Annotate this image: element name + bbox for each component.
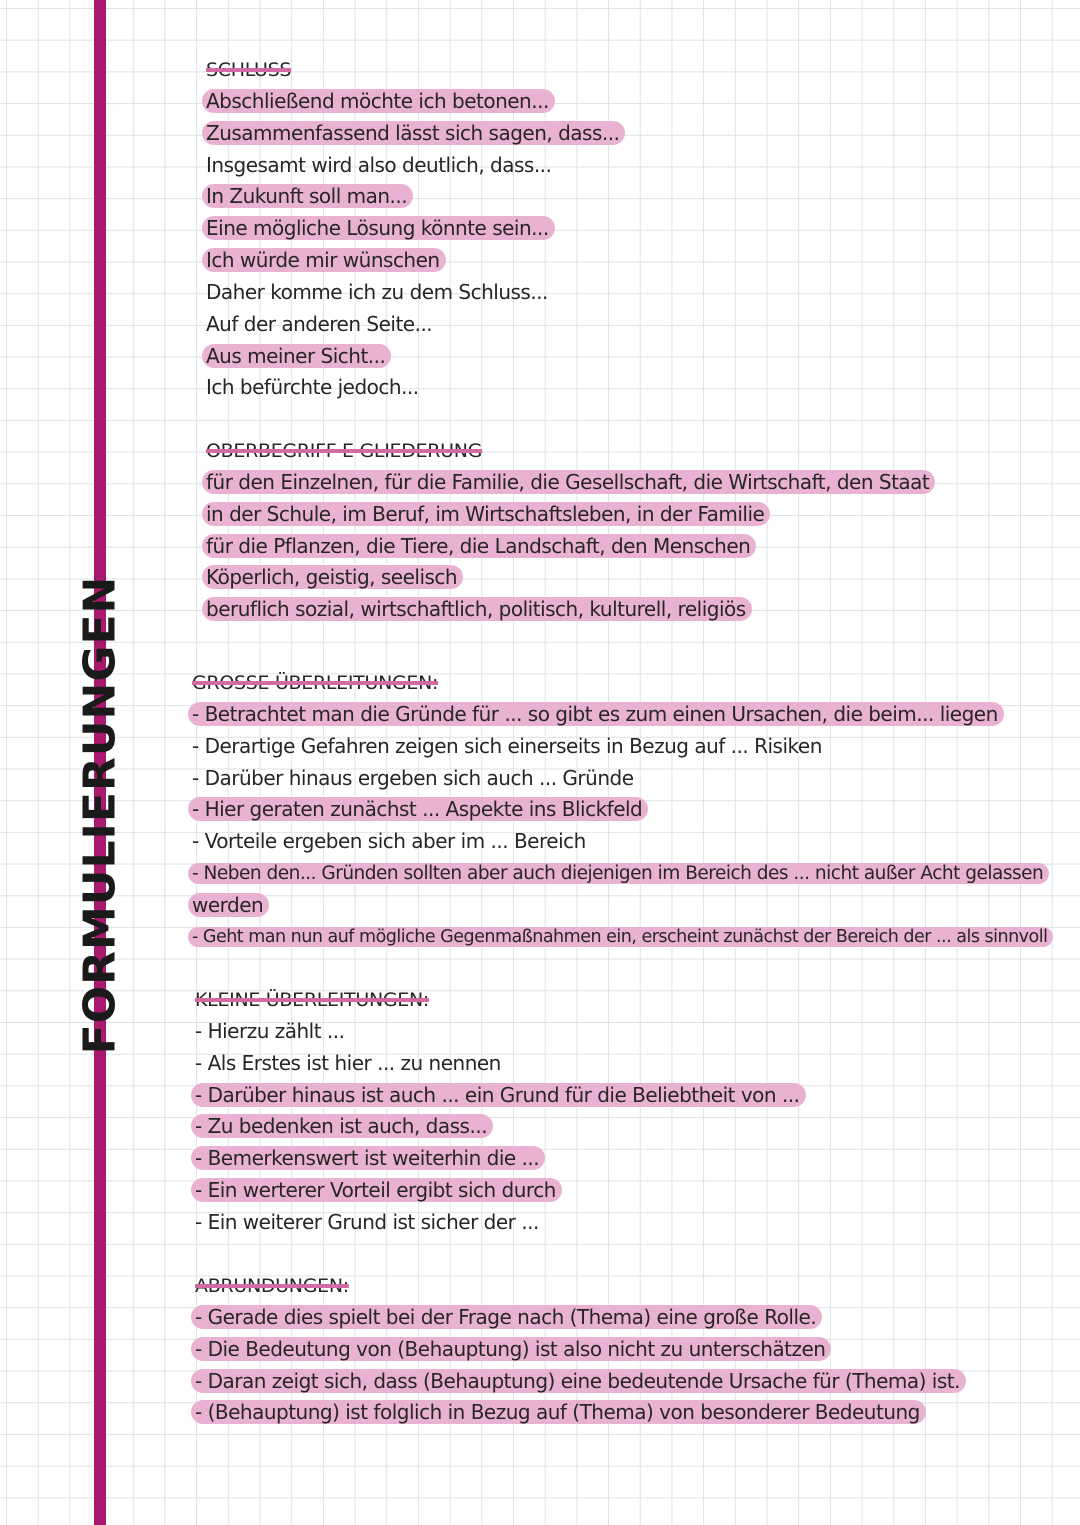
phrase-text: Insgesamt wird also deutlich, dass... — [206, 152, 552, 177]
phrase-line — [206, 341, 625, 373]
phrase-line — [206, 245, 625, 277]
section-oberbegriff-gliederung — [206, 435, 935, 626]
phrase-line — [206, 86, 625, 118]
phrase-line — [192, 794, 1053, 826]
phrase-line — [206, 499, 935, 531]
phrase-line — [195, 1397, 966, 1429]
phrase-line — [206, 531, 935, 563]
phrase-line — [195, 1016, 806, 1048]
section-schluss — [206, 54, 625, 404]
phrase-text: - Darüber hinaus ergeben sich auch ... Gründe — [192, 765, 634, 790]
phrase-line — [206, 213, 625, 245]
phrase-line — [195, 1048, 806, 1080]
phrase-line — [195, 1080, 806, 1112]
phrase-text: beruflich sozial, wirtschaftlich, politisch, kulturell, religiös — [202, 597, 752, 621]
section-heading-text: ABRUNDUNGEN: — [195, 1275, 349, 1297]
phrase-text: - Derartige Gefahren zeigen sich einerseits in Bezug auf ... Risiken — [192, 733, 822, 758]
phrase-line — [206, 562, 935, 594]
phrase-line — [206, 150, 625, 182]
phrase-line — [206, 467, 935, 499]
phrase-text: - Ein werterer Vorteil ergibt sich durch — [191, 1178, 562, 1202]
phrase-text: in der Schule, im Beruf, im Wirtschaftsleben, in der Familie — [202, 502, 770, 526]
phrase-text: - Geht man nun auf mögliche Gegenmaßnahmen ein, erscheint zunächst der Bereich der ... als sinnvoll — [188, 927, 1053, 947]
phrase-line — [195, 1366, 966, 1398]
phrase-text: Köperlich, geistig, seelisch — [202, 565, 463, 589]
phrase-text: - Daran zeigt sich, dass (Behauptung) eine bedeutende Ursache für (Thema) ist. — [191, 1369, 966, 1393]
phrase-line — [192, 731, 1053, 763]
phrase-text: Aus meiner Sicht... — [202, 344, 391, 368]
phrase-text: für die Pflanzen, die Tiere, die Landschaft, den Menschen — [202, 534, 756, 558]
phrase-line — [195, 1207, 806, 1239]
phrase-line — [195, 1175, 806, 1207]
phrase-text: In Zukunft soll man... — [202, 184, 413, 208]
section-heading-text: KLEINE ÜBERLEITUNGEN: — [195, 989, 430, 1011]
phrase-line — [206, 594, 935, 626]
section-heading — [206, 54, 625, 86]
phrase-text: - Betrachtet man die Gründe für ... so gibt es zum einen Ursachen, die beim... liegen — [188, 702, 1004, 726]
phrase-text: - (Behauptung) ist folglich in Bezug auf (Thema) von besonderer Bedeutung — [191, 1400, 926, 1424]
phrase-line — [192, 858, 1053, 890]
phrase-line — [206, 277, 625, 309]
phrase-text: - Zu bedenken ist auch, dass... — [191, 1114, 493, 1138]
section-grosse-ueberleitungen — [192, 667, 1053, 954]
phrase-text: werden — [188, 893, 269, 917]
phrase-text: - Als Erstes ist hier ... zu nennen — [195, 1050, 501, 1075]
phrase-text: - Neben den... Gründen sollten aber auch diejenigen im Bereich des ... nicht außer Acht gelassen — [188, 863, 1049, 884]
phrase-text: Daher komme ich zu dem Schluss... — [206, 279, 548, 304]
phrase-line — [192, 699, 1053, 731]
section-heading — [206, 435, 935, 467]
phrase-text: - Gerade dies spielt bei der Frage nach (Thema) eine große Rolle. — [191, 1305, 822, 1329]
section-kleine-ueberleitungen — [195, 984, 806, 1239]
phrase-line — [206, 372, 625, 404]
phrase-line — [192, 763, 1053, 795]
phrase-line — [195, 1334, 966, 1366]
section-heading-text: GROSSE ÜBERLEITUNGEN: — [192, 672, 439, 694]
section-heading — [195, 1270, 966, 1302]
phrase-line — [195, 1143, 806, 1175]
phrase-text: - Ein weiterer Grund ist sicher der ... — [195, 1209, 539, 1234]
phrase-text: Zusammenfassend lässt sich sagen, dass... — [202, 121, 625, 145]
phrase-text: für den Einzelnen, für die Familie, die Gesellschaft, die Wirtschaft, den Staat — [202, 470, 935, 494]
section-heading-text: SCHLUSS — [206, 59, 292, 81]
phrase-text: Ich würde mir wünschen — [202, 248, 446, 272]
section-abrundungen — [195, 1270, 966, 1429]
phrase-text: - Vorteile ergeben sich aber im ... Bereich — [192, 829, 586, 854]
phrase-text: Ich befürchte jedoch... — [206, 375, 419, 400]
phrase-text: - Bemerkenswert ist weiterhin die ... — [191, 1146, 545, 1170]
phrase-line — [206, 309, 625, 341]
section-heading-text: OBERBEGRIFF E GLIEDERUNG — [206, 440, 483, 462]
phrase-text: - Darüber hinaus ist auch ... ein Grund für die Beliebtheit von ... — [191, 1083, 806, 1107]
section-heading — [195, 984, 806, 1016]
phrase-line — [195, 1111, 806, 1143]
phrase-text: - Hier geraten zunächst ... Aspekte ins Blickfeld — [188, 797, 648, 821]
phrase-text: - Die Bedeutung von (Behauptung) ist also nicht zu unterschätzen — [191, 1337, 831, 1361]
phrase-text: Auf der anderen Seite... — [206, 311, 433, 336]
section-heading — [192, 667, 1053, 699]
phrase-line — [206, 118, 625, 150]
phrase-line — [192, 890, 1053, 922]
phrase-line — [206, 181, 625, 213]
page-side-title: FORMULIERUNGEN — [74, 575, 126, 1055]
phrase-line — [192, 922, 1053, 954]
phrase-text: - Hierzu zählt ... — [195, 1018, 345, 1043]
phrase-text: Abschließend möchte ich betonen... — [202, 89, 555, 113]
phrase-text: Eine mögliche Lösung könnte sein... — [202, 216, 555, 240]
phrase-line — [195, 1302, 966, 1334]
phrase-line — [192, 826, 1053, 858]
